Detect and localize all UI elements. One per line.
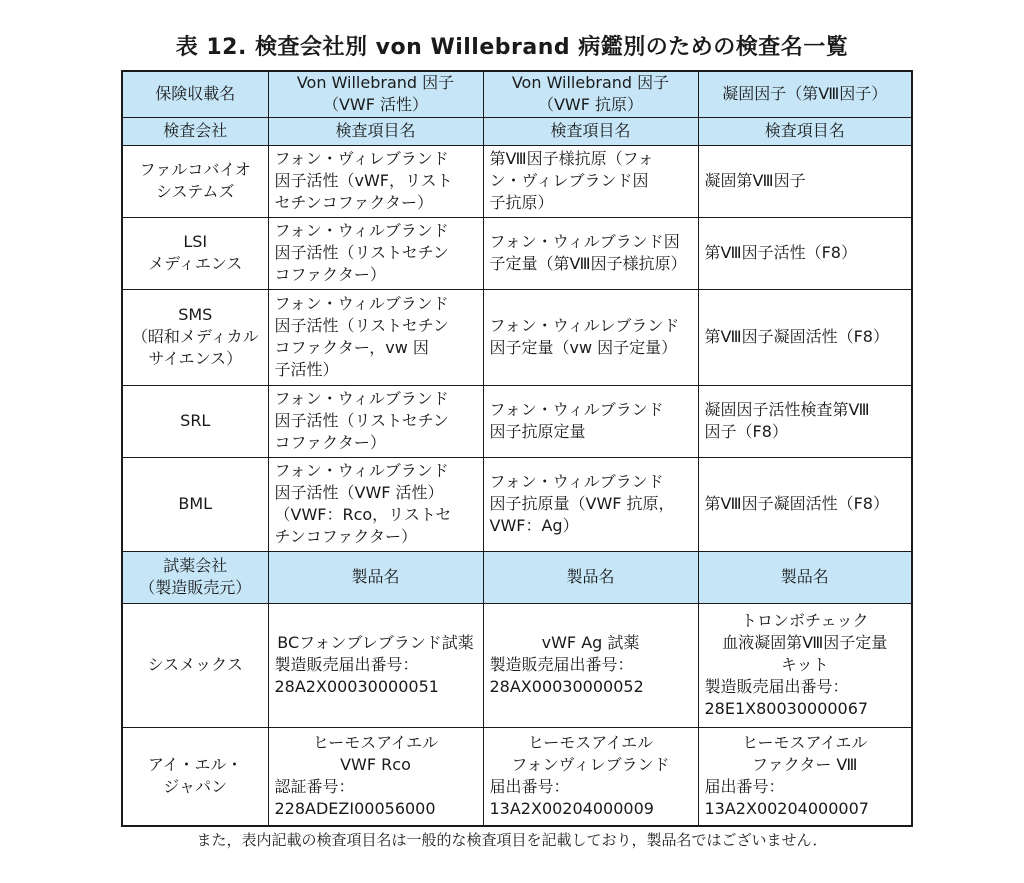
cell-line: フォン・ウィルブランド <box>274 294 449 313</box>
registration-line: 13A2X00204000007 <box>704 799 869 819</box>
lab-name-line: BML <box>178 494 213 513</box>
table-header-row <box>122 71 912 117</box>
vwf-antigen-cell <box>483 289 698 385</box>
cell-line: 因子（F8） <box>704 422 788 441</box>
product-name-line: ヒーモスアイエル <box>527 733 654 753</box>
product-name-line: フォンヴィレブランド <box>511 755 670 775</box>
vwf-activity-cell <box>268 217 483 289</box>
cell-line: フォン・ウィルブランド <box>489 400 664 419</box>
table-row <box>122 727 912 826</box>
lab-name <box>122 289 268 385</box>
product-cell <box>268 727 483 826</box>
registration-line: 届出番号： <box>704 777 785 797</box>
header-vwf-antigen-line2: （VWF 抗原） <box>537 95 644 115</box>
subheader-product-3: 製品名 <box>698 551 912 603</box>
company-name-line: ジャパン <box>163 777 228 797</box>
product-name-line: ヒーモスアイエル <box>742 733 868 753</box>
factor8-cell <box>698 457 912 551</box>
reagent-company-name <box>122 727 268 826</box>
subheader-reagent-company <box>122 551 268 603</box>
product-name-line: BCフォンブレブランド試薬 <box>277 633 474 652</box>
product-cell <box>698 727 912 826</box>
cell-line: フォン・ヴィレブランド <box>274 149 449 168</box>
footnote: また，表内記載の検査項目名は一般的な検査項目を記載しており，製品名ではございません． <box>196 831 828 849</box>
registration-line: 28AX00030000052 <box>489 677 644 696</box>
header-insurance-name: 保険収載名 <box>122 71 268 117</box>
cell-line: フォン・ウィルブランド <box>489 472 664 491</box>
cell-line: 第Ⅷ因子様抗原（フォ <box>489 149 654 168</box>
lab-subheader-row <box>122 117 912 145</box>
lab-name <box>122 457 268 551</box>
product-cell <box>268 603 483 727</box>
cell-line: 因子活性（VWF 活性） <box>274 483 444 502</box>
product-cell <box>483 603 698 727</box>
cell-line: 因子活性（リストセチン <box>274 243 449 262</box>
reagent-subheader-row <box>122 551 912 603</box>
cell-line: コファクター） <box>274 265 386 284</box>
subheader-product-2: 製品名 <box>483 551 698 603</box>
registration-line: 製造販売届出番号： <box>274 655 419 674</box>
company-name-line: アイ・エル・ <box>147 755 243 775</box>
cell-line: 子定量（第Ⅷ因子様抗原） <box>489 254 687 273</box>
header-vwf-activity-line1: Von Willebrand 因子 <box>296 73 455 93</box>
lab-name <box>122 217 268 289</box>
product-name-line: ファクター Ⅷ <box>751 755 858 775</box>
cell-line: フォン・ウィルブランド因 <box>489 232 680 251</box>
product-name-line: キット <box>780 655 829 674</box>
cell-line: 因子活性（リストセチン <box>274 411 449 430</box>
cell-line: チンコファクター） <box>274 527 418 546</box>
table-row <box>122 385 912 457</box>
cell-line: 因子活性（vWF，リスト <box>274 171 453 190</box>
product-name-line: ヒーモスアイエル <box>312 733 439 753</box>
cell-line: フォン・ウィルブランド <box>274 389 449 408</box>
cell-line: 因子抗原量（VWF 抗原， <box>489 494 675 513</box>
registration-line: 228ADEZI00056000 <box>274 799 436 819</box>
registration-line: 28E1X80030000067 <box>704 699 869 718</box>
reagent-company-name <box>122 603 268 727</box>
product-cell <box>698 603 912 727</box>
vwf-antigen-cell <box>483 457 698 551</box>
table-row <box>122 145 912 217</box>
table-row <box>122 603 912 727</box>
header-vwf-activity <box>268 71 483 117</box>
header-vwf-antigen <box>483 71 698 117</box>
header-vwf-activity-line2: （VWF 活性） <box>322 95 429 115</box>
registration-line: 13A2X00204000009 <box>489 799 654 819</box>
lab-name-line: LSI <box>183 232 208 251</box>
vwf-activity-cell <box>268 457 483 551</box>
cell-line: 子活性） <box>274 360 339 379</box>
subheader-item-1: 検査項目名 <box>268 117 483 145</box>
lab-name-line: サイエンス） <box>148 349 243 368</box>
factor8-cell <box>698 385 912 457</box>
vwf-activity-cell <box>268 289 483 385</box>
cell-line: セチンコファクター） <box>274 193 434 212</box>
factor8-cell <box>698 217 912 289</box>
factor8-cell <box>698 289 912 385</box>
vwf-activity-cell <box>268 145 483 217</box>
lab-name-line: メディエンス <box>148 254 243 273</box>
cell-line: 凝固因子活性検査第Ⅷ <box>704 400 870 419</box>
product-name-line: VWF Rco <box>340 755 411 775</box>
lab-name-line: ファルコバイオ <box>139 160 251 179</box>
header-factor8: 凝固因子（第Ⅷ因子） <box>698 71 912 117</box>
lab-name-line: SRL <box>180 411 211 430</box>
table-title: 表 12. 検査会社別 von Willebrand 病鑑別のための検査名一覧 <box>175 35 849 60</box>
cell-line: コファクター，vw 因 <box>274 338 429 357</box>
cell-line: フォン・ウィルブランド <box>274 221 449 240</box>
product-cell <box>483 727 698 826</box>
vwf-activity-cell <box>268 385 483 457</box>
cell-line: VWF：Ag） <box>489 516 579 535</box>
registration-line: 28A2X00030000051 <box>274 677 439 696</box>
vwf-antigen-cell <box>483 385 698 457</box>
cell-line: 因子定量（vw 因子定量） <box>489 338 678 357</box>
subheader-lab: 検査会社 <box>122 117 268 145</box>
cell-line: 凝固第Ⅷ因子 <box>704 171 806 190</box>
subheader-item-3: 検査項目名 <box>698 117 912 145</box>
cell-line: 第Ⅷ因子活性（F8） <box>704 243 857 262</box>
cell-line: 因子抗原定量 <box>489 422 586 441</box>
lab-name <box>122 145 268 217</box>
vwf-antigen-cell <box>483 145 698 217</box>
lab-name-line: システムズ <box>156 182 235 201</box>
subheader-item-2: 検査項目名 <box>483 117 698 145</box>
product-name-line: 血液凝固第Ⅷ因子定量 <box>722 633 888 652</box>
factor8-cell <box>698 145 912 217</box>
product-name-line: vWF Ag 試薬 <box>541 633 640 652</box>
cell-line: フォン・ウィルブランド <box>274 461 449 480</box>
lab-name-line: （昭和メディカル <box>131 327 259 346</box>
cell-line: 第Ⅷ因子凝固活性（F8） <box>704 494 889 513</box>
company-name-line: シスメックス <box>147 655 243 674</box>
header-vwf-antigen-line1: Von Willebrand 因子 <box>511 73 670 93</box>
vwf-antigen-cell <box>483 217 698 289</box>
registration-line: 製造販売届出番号： <box>704 677 849 696</box>
cell-line: フォン・ウィルレブランド <box>489 316 680 335</box>
cell-line: ン・ヴィレブランド因 <box>489 171 649 190</box>
vwd-test-table <box>121 70 913 827</box>
registration-line: 製造販売届出番号： <box>489 655 634 674</box>
table-row <box>122 217 912 289</box>
subheader-product-1: 製品名 <box>268 551 483 603</box>
subheader-reagent-line2: （製造販売元） <box>139 578 252 597</box>
table-row <box>122 289 912 385</box>
cell-line: 因子活性（リストセチン <box>274 316 449 335</box>
registration-line: 認証番号： <box>274 777 355 797</box>
lab-name-line: SMS <box>178 305 213 324</box>
registration-line: 届出番号： <box>489 777 570 797</box>
cell-line: （VWF：Rco，リストセ <box>274 505 452 524</box>
table-row <box>122 457 912 551</box>
cell-line: コファクター） <box>274 433 386 452</box>
product-name-line: トロンボチェック <box>740 611 869 630</box>
subheader-reagent-line1: 試薬会社 <box>163 556 228 575</box>
lab-name <box>122 385 268 457</box>
cell-line: 子抗原） <box>489 193 554 212</box>
cell-line: 第Ⅷ因子凝固活性（F8） <box>704 327 889 346</box>
